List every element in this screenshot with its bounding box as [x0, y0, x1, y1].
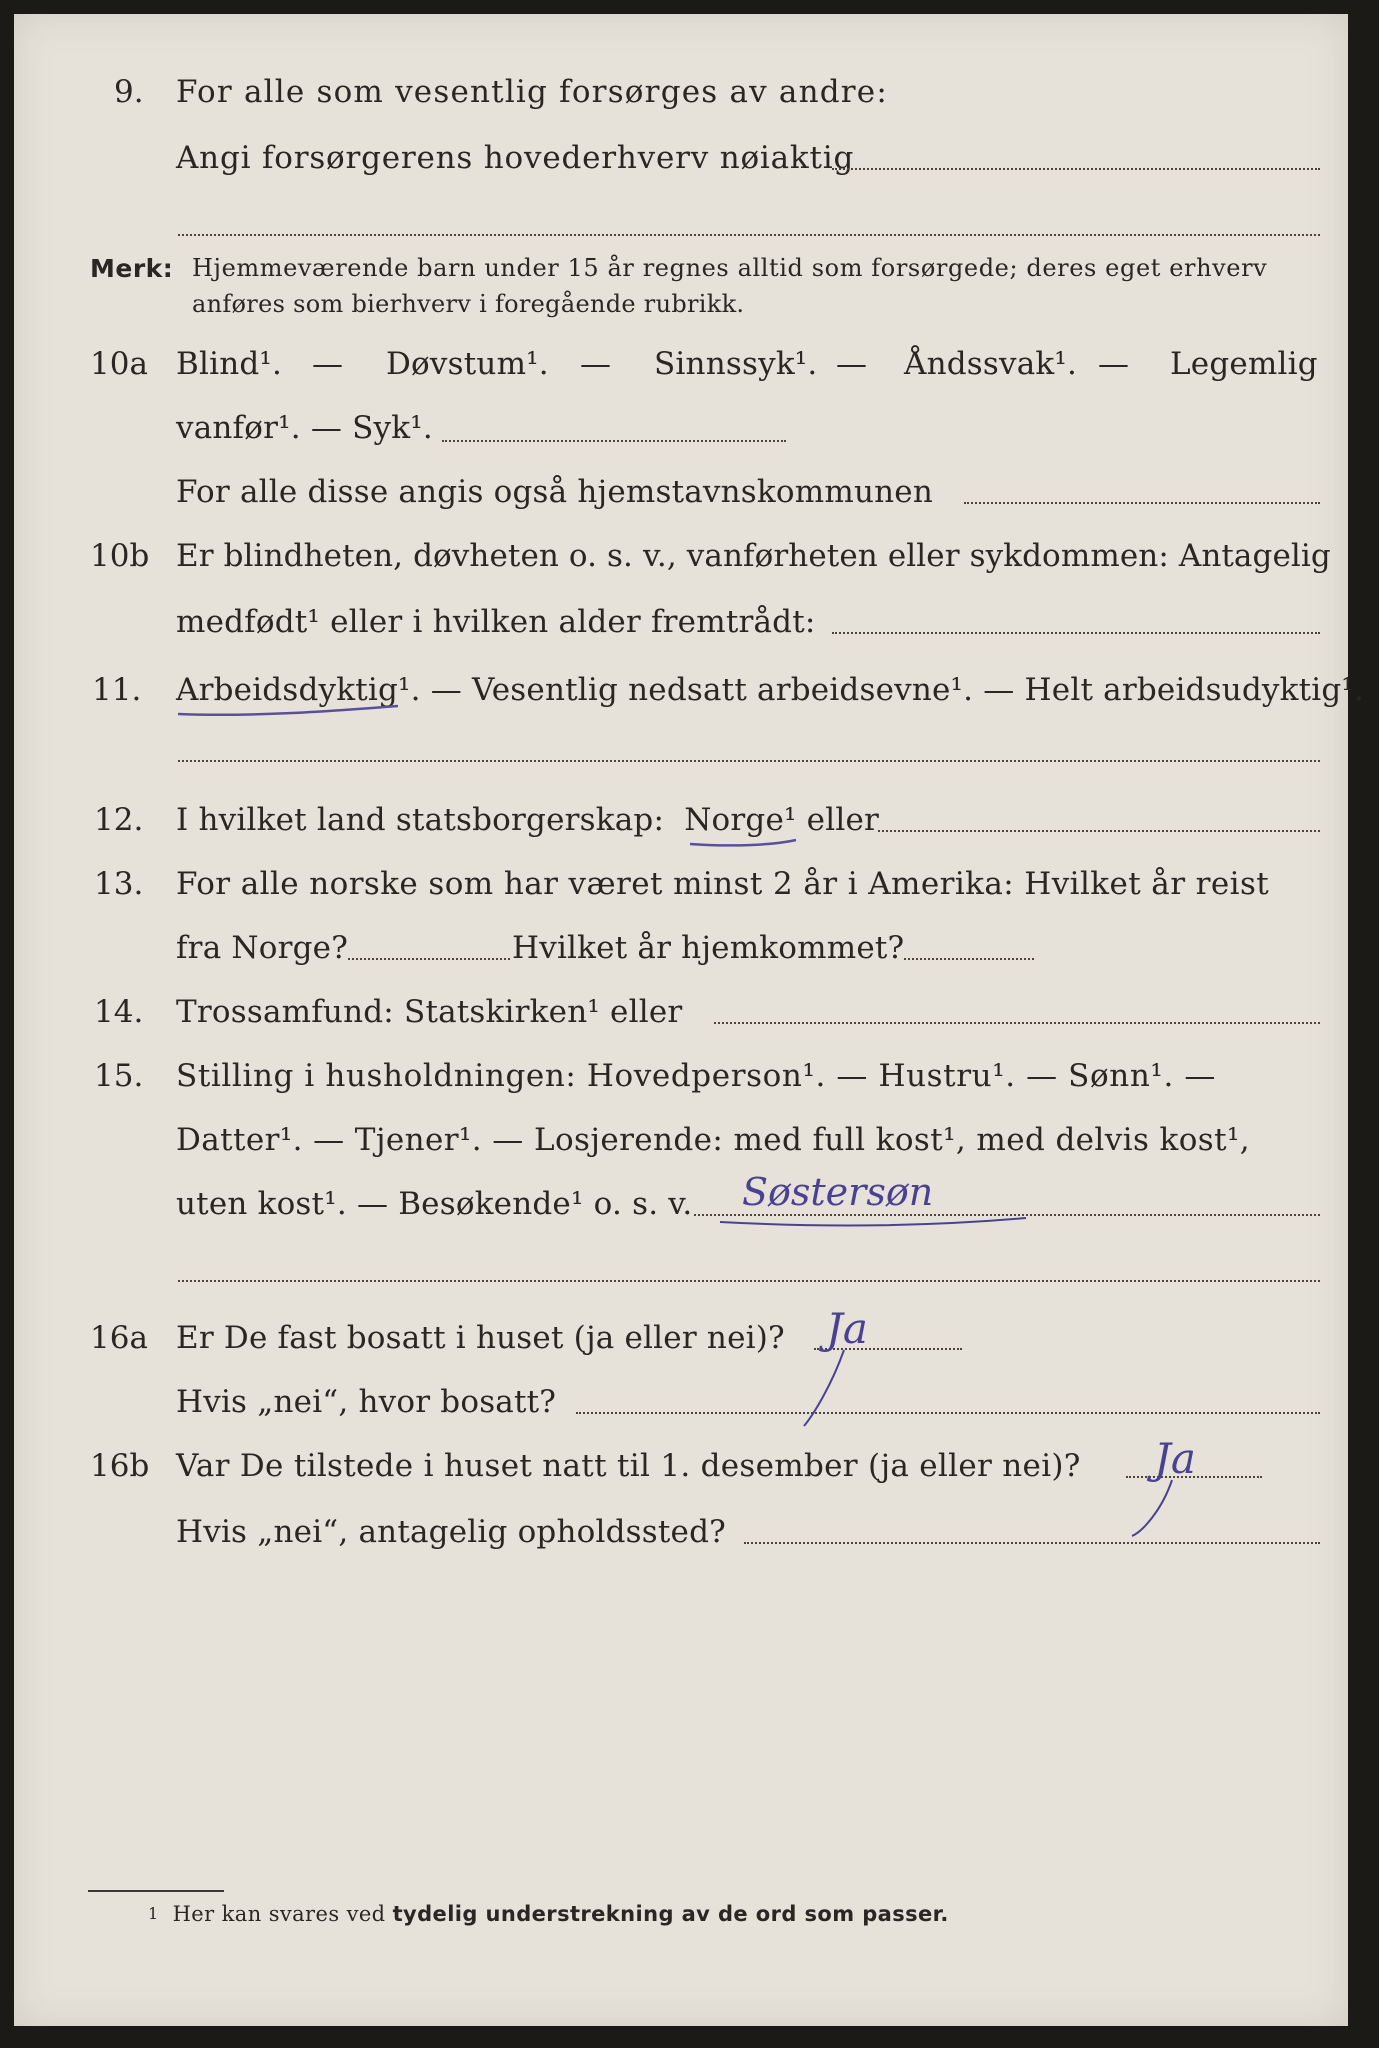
question-9-answer-line-2[interactable] [178, 234, 1320, 236]
option-blind[interactable]: Blind¹. [176, 346, 283, 382]
question-11-rest: ¹. — Vesentlig nedsatt arbeidsevne¹. — Helt arbeidsudyktig¹. [398, 672, 1365, 708]
handwritten-answer-16a: Ja [826, 1304, 868, 1353]
footnote [148, 1902, 949, 1926]
footnote-rule [88, 1890, 224, 1892]
footnote-mark: 1 [148, 1904, 159, 1923]
note-text-2: anføres som bierhverv i foregående rubrikk. [192, 290, 745, 318]
hjemstavn-answer-line[interactable] [964, 502, 1320, 504]
question-15-text-2: Datter¹. — Tjener¹. — Losjerende: med full kost¹, med delvis kost¹, [176, 1122, 1251, 1158]
return-year-line[interactable] [904, 958, 1034, 960]
question-10a-hjemstavn: For alle disse angis også hjemstavnskommunen [176, 474, 933, 510]
question-12-text [176, 802, 879, 838]
question-13-return: Hvilket år hjemkommet? [512, 930, 905, 966]
question-10b-prompt: medfødt¹ eller i hvilken alder fremtrådt: [176, 604, 816, 640]
question-16a-text: Er De fast bosatt i huset (ja eller nei)? [176, 1320, 785, 1356]
option-norge[interactable]: Norge [684, 802, 784, 838]
option-legemlig[interactable]: Legemlig [1170, 346, 1318, 382]
question-15-text-3: uten kost¹. — Besøkende¹ o. s. v. [176, 1186, 693, 1222]
underline-norge [690, 840, 796, 845]
dash-separator: — [312, 346, 344, 382]
question-10b-answer-line[interactable] [832, 632, 1320, 634]
question-16b-followup-line[interactable] [744, 1542, 1320, 1544]
dash-separator: — [1098, 346, 1130, 382]
dash-separator: — [580, 346, 612, 382]
question-13-text: For alle norske som har været minst 2 år i Amerika: Hvilket år reist [176, 866, 1270, 902]
question-16b-number: 16b [90, 1448, 150, 1484]
question-16a-followup: Hvis „nei“, hvor bosatt? [176, 1384, 557, 1420]
question-16a-number: 16a [90, 1320, 148, 1356]
question-16b-text: Var De tilstede i huset natt til 1. desember (ja eller nei)? [176, 1448, 1081, 1484]
question-9-number: 9. [114, 74, 144, 110]
dash-separator: — [836, 346, 868, 382]
question-15-answer-line-2[interactable] [178, 1280, 1320, 1282]
question-15-answer-line[interactable] [694, 1214, 1320, 1216]
hw-stroke-16b [1132, 1480, 1172, 1536]
underline-sostersoen [720, 1218, 1026, 1225]
question-12-prompt: I hvilket land statsborgerskap: [176, 802, 665, 838]
question-12-post: ¹ eller [784, 802, 880, 838]
question-14-answer-line[interactable] [714, 1022, 1320, 1024]
question-13-departure: fra Norge? [176, 930, 349, 966]
option-andssvak[interactable]: Åndssvak¹. [904, 346, 1078, 382]
question-16a-followup-line[interactable] [576, 1412, 1320, 1414]
question-14-number: 14. [94, 994, 144, 1030]
footnote-text: Her kan svares ved [172, 1902, 386, 1926]
option-arbeidsdyktig[interactable]: Arbeidsdyktig [176, 672, 399, 708]
question-9-answer-line[interactable] [832, 168, 1320, 170]
hw-stroke-16a [804, 1350, 844, 1426]
question-12-answer-line[interactable] [878, 830, 1320, 832]
departure-year-line[interactable] [348, 958, 510, 960]
census-form-page [14, 14, 1365, 2026]
note-label: Merk: [90, 254, 174, 283]
question-10b-text: Er blindheten, døvheten o. s. v., vanførheten eller sykdommen: Antagelig [176, 538, 1331, 574]
question-15-text: Stilling i husholdningen: Hovedperson¹. — Hustru¹. — Sønn¹. — [176, 1058, 1216, 1094]
question-11-options [176, 672, 1364, 708]
option-sinnssyk[interactable]: Sinnssyk¹. [654, 346, 818, 382]
question-16b-followup: Hvis „nei“, antagelig opholdssted? [176, 1514, 726, 1550]
question-11-answer-line[interactable] [178, 760, 1320, 762]
option-vanfor-syk[interactable]: vanfør¹. — Syk¹. [176, 410, 433, 446]
question-12-number: 12. [94, 802, 144, 838]
question-11-number: 11. [92, 672, 142, 708]
question-9-prompt: Angi forsørgerens hovederhverv nøiaktig [176, 140, 855, 176]
option-dovstum[interactable]: Døvstum¹. [386, 346, 549, 382]
question-14-text: Trossamfund: Statskirken¹ eller [176, 994, 683, 1030]
question-13-number: 13. [94, 866, 144, 902]
question-10a-answer-line[interactable] [442, 440, 786, 442]
footnote-emphasis: tydelig understrekning av de ord som passer. [392, 1902, 949, 1926]
question-9-text: For alle som vesentlig forsørges av andre: [176, 74, 888, 110]
handwritten-answer-household-position: Søstersøn [742, 1170, 934, 1214]
question-10b-number: 10b [90, 538, 150, 574]
question-10a-number: 10a [90, 346, 148, 382]
handwritten-answer-16b: Ja [1154, 1434, 1196, 1483]
note-text: Hjemmeværende barn under 15 år regnes alltid som forsørgede; deres eget erhverv [192, 254, 1268, 282]
question-15-number: 15. [94, 1058, 144, 1094]
